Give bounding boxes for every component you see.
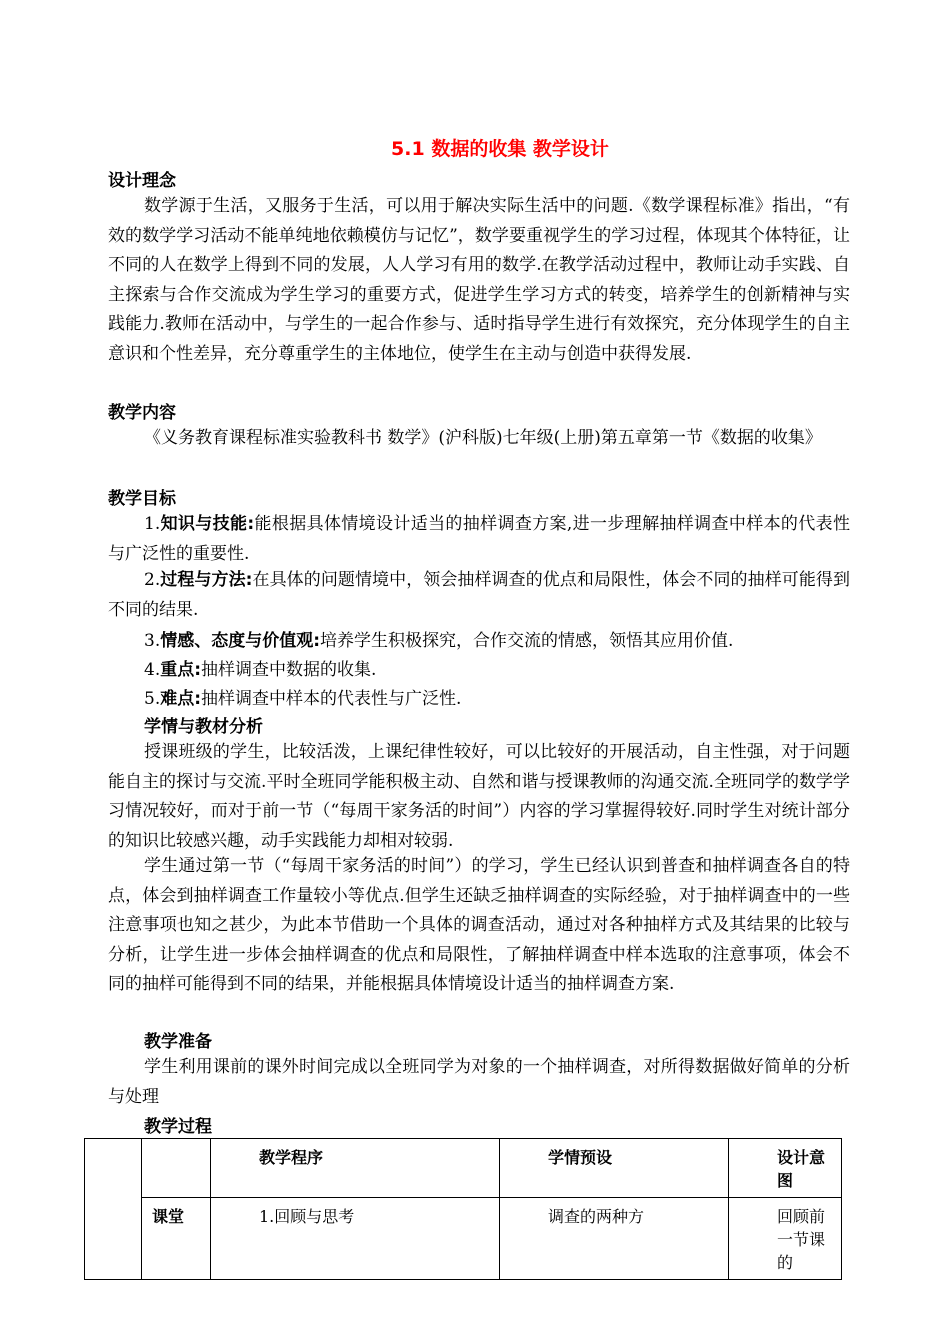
table-cell: 1.回顾与思考 — [211, 1198, 500, 1280]
analysis-paragraph-1: 授课班级的学生，比较活泼，上课纪律性较好，可以比较好的开展活动，自主性强，对于问题能自主的探讨与交流.平时全班同学能积极主动、自然和谐与授课教师的沟通交流.全班同学的数学学习情况较好，而对于前一节（“每周干家务活的时间”）内容的学习掌握得较好.同时学生对统计部分的知识比较感兴趣，动手实践能力却相对较弱. — [108, 742, 850, 851]
goals-heading: 教学目标 — [108, 489, 176, 509]
goal-4-label: 重点: — [160, 660, 202, 680]
goal-1-label: 知识与技能: — [160, 514, 255, 534]
goal-5-text: 抽样调查中样本的代表性与广泛性. — [201, 689, 462, 709]
goal-4-text: 抽样调查中数据的收集. — [201, 660, 377, 680]
content-paragraph: 《义务教育课程标准实验教科书 数学》(沪科版)七年级(上册)第五章第一节《数据的收集》 — [144, 428, 822, 448]
goal-2 — [108, 566, 850, 625]
table-cell — [85, 1139, 142, 1280]
goal-3-text: 培养学生积极探究，合作交流的情感，领悟其应用价值. — [320, 631, 734, 651]
goal-2-label: 过程与方法: — [160, 570, 253, 590]
table-row — [85, 1198, 842, 1280]
goal-2-text: 在具体的问题情境中，领会抽样调查的优点和局限性，体会不同的抽样可能得到不同的结果. — [108, 570, 850, 620]
table-header-procedure: 教学程序 — [211, 1139, 500, 1198]
table-cell-stage: 课堂 — [142, 1198, 211, 1280]
goal-4-num: 4. — [144, 660, 161, 680]
table-header-presupposition: 学情预设 — [500, 1139, 729, 1198]
goal-5 — [144, 684, 461, 709]
goal-3 — [144, 626, 733, 651]
goal-4 — [144, 655, 376, 680]
goal-5-num: 5. — [144, 689, 161, 709]
table-cell: 回顾前一节课的 — [729, 1198, 842, 1280]
content-heading: 教学内容 — [108, 403, 176, 423]
goal-5-label: 难点: — [160, 689, 202, 709]
goal-1-num: 1. — [144, 514, 161, 534]
table-cell — [142, 1139, 211, 1198]
philosophy-heading: 设计理念 — [108, 171, 176, 191]
table-header-intent: 设计意图 — [729, 1139, 842, 1198]
goal-3-num: 3. — [144, 631, 161, 651]
prep-paragraph: 学生利用课前的课外时间完成以全班同学为对象的一个抽样调查，对所得数据做好简单的分析与处理 — [108, 1057, 850, 1107]
goal-2-num: 2. — [144, 570, 161, 590]
goal-1-text: 能根据具体情境设计适当的抽样调查方案,进一步理解抽样调查中样本的代表性与广泛性的重要性. — [108, 514, 850, 564]
prep-heading: 教学准备 — [144, 1032, 212, 1052]
analysis-heading: 学情与教材分析 — [144, 717, 263, 737]
table-header-row — [85, 1139, 842, 1198]
process-heading: 教学过程 — [144, 1117, 212, 1137]
document-title: 5.1 数据的收集 教学设计 — [391, 138, 609, 160]
goal-1 — [108, 510, 850, 569]
philosophy-paragraph: 数学源于生活，又服务于生活，可以用于解决实际生活中的问题.《数学课程标准》指出，“有效的数学学习活动不能单纯地依赖模仿与记忆”，数学要重视学生的学习过程，体现其个体特征，让不同的人在数学上得到不同的发展，人人学习有用的数学.在教学活动过程中，教师让动手实践、自主探索与合作交流成为学生学习的重要方式，促进学生学习方式的转变，培养学生的创新精神与实践能力.教师在活动中，与学生的一起合作参与、适时指导学生进行有效探究，充分体现学生的自主意识和个性差异，充分尊重学生的主体地位，使学生在主动与创造中获得发展. — [108, 196, 850, 364]
table-cell: 调查的两种方 — [500, 1198, 729, 1280]
teaching-process-table — [84, 1138, 842, 1280]
goal-3-label: 情感、态度与价值观: — [160, 631, 321, 651]
analysis-paragraph-2: 学生通过第一节（“每周干家务活的时间”）的学习，学生已经认识到普查和抽样调查各自的特点，体会到抽样调查工作量较小等优点.但学生还缺乏抽样调查的实际经验，对于抽样调查中的一些注意事项也知之甚少，为此本节借助一个具体的调查活动，通过对各种抽样方式及其结果的比较与分析，让学生进一步体会抽样调查的优点和局限性，了解抽样调查中样本选取的注意事项，体会不同的抽样可能得到不同的结果，并能根据具体情境设计适当的抽样调查方案. — [108, 856, 850, 994]
